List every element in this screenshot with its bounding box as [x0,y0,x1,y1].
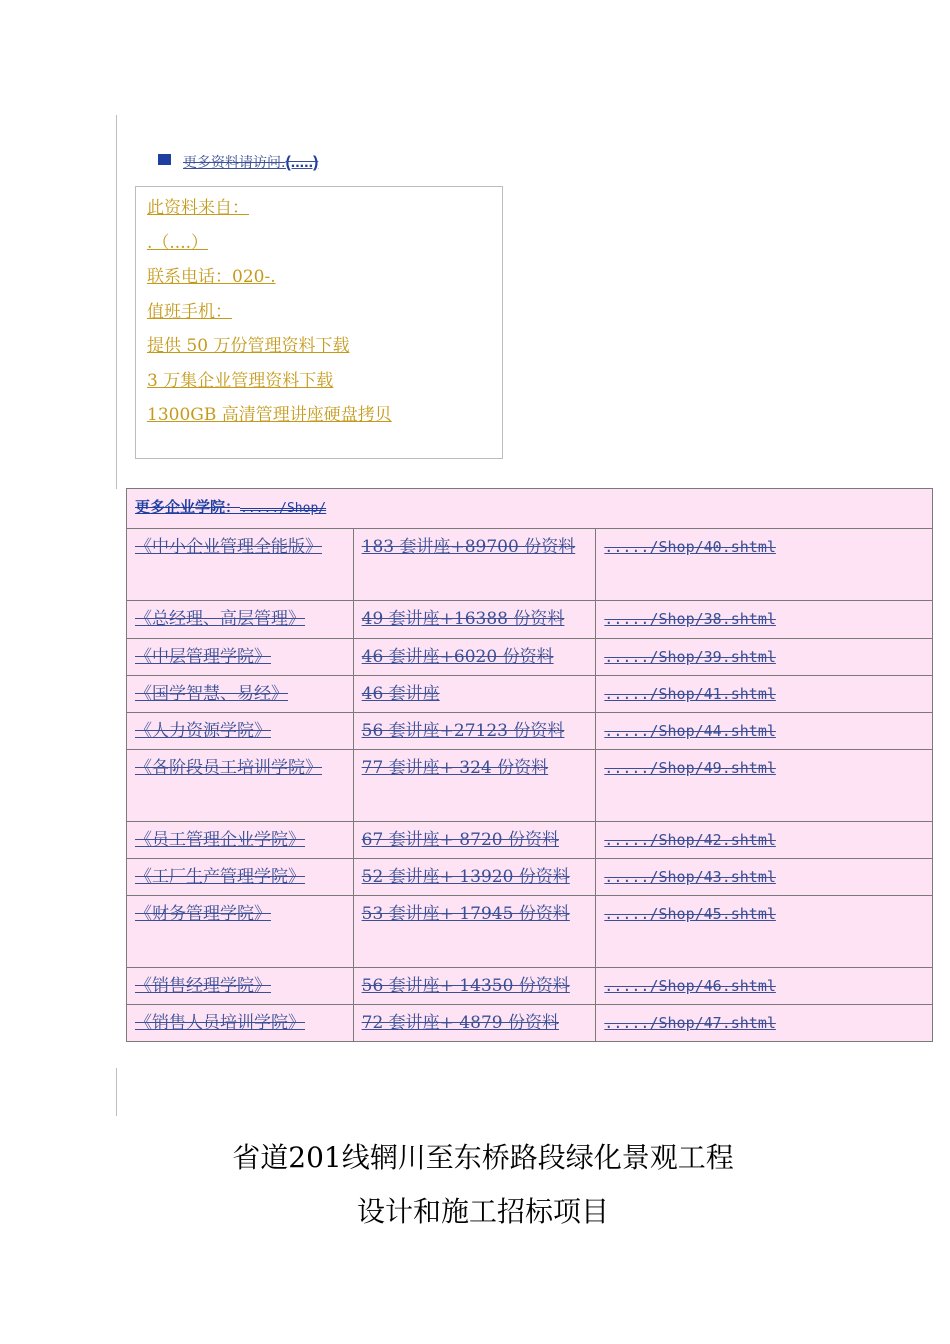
more-resources-text: 更多资料请访问. [183,155,286,171]
course-url-cell[interactable]: ...../Shop/38.shtml [596,601,933,639]
course-url-cell[interactable]: ...../Shop/47.shtml [596,1005,933,1042]
courses-header-cell[interactable] [127,489,933,529]
course-url-cell[interactable]: ...../Shop/39.shtml [596,639,933,676]
course-name-cell[interactable]: 《销售人员培训学院》 [127,1005,354,1042]
course-count-cell: 46 套讲座+6020 份资料 [353,639,596,676]
course-count-cell: 183 套讲座+89700 份资料 [353,529,596,601]
course-count-cell: 77 套讲座+ 324 份资料 [353,750,596,822]
course-name-cell[interactable]: 《各阶段员工培训学院》 [127,750,354,822]
courses-header-label: 更多企业学院： [135,498,241,516]
course-url-cell[interactable]: ...../Shop/46.shtml [596,968,933,1005]
document-title-line-1: 省道201线辋川至东桥路段绿化景观工程 [232,1141,734,1174]
course-count-cell: 67 套讲座+ 8720 份资料 [353,822,596,859]
course-name-cell[interactable]: 《国学智慧、易经》 [127,676,354,713]
course-count-cell: 52 套讲座+ 13920 份资料 [353,859,596,896]
table-row [127,896,933,968]
course-name-cell[interactable]: 《人力资源学院》 [127,713,354,750]
download-link-3[interactable]: 1300GB 高清管理讲座硬盘拷贝 [147,405,392,425]
table-row [127,1005,933,1042]
course-url-cell[interactable]: ...../Shop/45.shtml [596,896,933,968]
table-row [127,529,933,601]
course-count-cell: 56 套讲座+27123 份资料 [353,713,596,750]
document-title-line-2: 设计和施工招标项目 [356,1195,609,1228]
contact-phone-line[interactable]: 联系电话：020-. [147,267,276,287]
courses-header-row [127,489,933,529]
courses-header-url: ...../Shop/ [240,501,327,516]
table-row [127,713,933,750]
table-row [127,639,933,676]
download-link-2[interactable]: 3 万集企业管理资料下载 [147,370,334,391]
course-url-cell[interactable]: ...../Shop/40.shtml [596,529,933,601]
course-url-cell[interactable]: ...../Shop/49.shtml [596,750,933,822]
course-name-cell[interactable]: 《工厂生产管理学院》 [127,859,354,896]
course-url-cell[interactable]: ...../Shop/43.shtml [596,859,933,896]
more-resources-row [158,150,318,174]
table-row [127,859,933,896]
table-row [127,968,933,1005]
courses-table [126,488,933,1042]
course-name-cell[interactable]: 《财务管理学院》 [127,896,354,968]
table-row [127,601,933,639]
course-count-cell: 56 套讲座+ 14350 份资料 [353,968,596,1005]
course-url-cell[interactable]: ...../Shop/41.shtml [596,676,933,713]
left-margin-rule-bottom [116,1068,117,1116]
table-row [127,822,933,859]
table-row [127,750,933,822]
course-count-cell: 72 套讲座+ 4879 份资料 [353,1005,596,1042]
course-count-cell: 46 套讲座 [353,676,596,713]
course-name-cell[interactable]: 《总经理、高层管理》 [127,601,354,639]
course-url-cell[interactable]: ...../Shop/42.shtml [596,822,933,859]
course-name-cell[interactable]: 《中层管理学院》 [127,639,354,676]
source-line[interactable]: 此资料来自： [147,198,249,218]
course-count-cell: 53 套讲座+ 17945 份资料 [353,896,596,968]
course-name-cell[interactable]: 《销售经理学院》 [127,968,354,1005]
mobile-line[interactable]: 值班手机： [147,301,232,322]
square-bullet-icon [158,154,171,165]
course-count-cell: 49 套讲座+16388 份资料 [353,601,596,639]
table-row [127,676,933,713]
more-resources-link[interactable] [183,152,318,172]
course-url-cell[interactable]: ...../Shop/44.shtml [596,713,933,750]
source-info-box [135,186,503,459]
left-margin-rule-top [116,115,117,489]
more-resources-dots: (.....) [285,154,319,171]
download-link-1[interactable]: 提供 50 万份管理资料下载 [147,336,350,356]
course-name-cell[interactable]: 《中小企业管理全能版》 [127,529,354,601]
source-line[interactable]: .（....） [147,232,209,253]
course-name-cell[interactable]: 《员工管理企业学院》 [127,822,354,859]
